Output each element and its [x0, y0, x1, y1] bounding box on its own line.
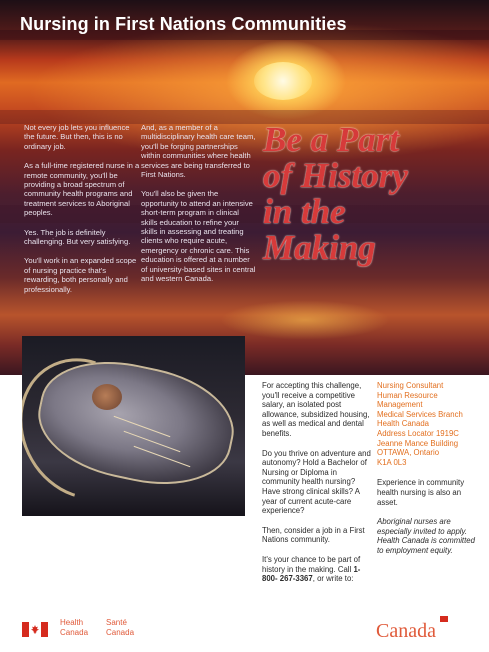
headline-line: in the: [263, 192, 346, 231]
paragraph: Yes. The job is definitely challenging. But very satisfying.: [24, 227, 131, 247]
cta-text-end: , or write to:: [312, 574, 354, 584]
cta-text: It's your chance to be part of history in the making. Call: [262, 554, 361, 574]
paragraph: Then, consider a job in a First Nations community.: [262, 525, 365, 545]
baby-face: [92, 384, 122, 410]
headline-line: of History: [263, 156, 408, 195]
call-to-action: [262, 555, 374, 584]
headline: [263, 122, 473, 266]
paragraph: You'll work in an expanded scope of nursing practice that's rewarding, both personally and professionally.: [24, 256, 137, 294]
dept-line: Santé: [106, 618, 127, 627]
dept-line: Canada: [106, 627, 135, 637]
address-line: Jeanne Mance Building: [377, 438, 459, 448]
body-column-2: [141, 123, 257, 294]
body-column-3: [262, 381, 374, 594]
address-line: OTTAWA, Ontario: [377, 448, 440, 458]
paragraph: And, as a member of a multidisciplinary health care team, you'll be forging partnerships within communities where health services are being transferred to First Nations.: [141, 123, 256, 180]
body-column-1: [24, 123, 140, 304]
headline-line: Be a Part: [263, 120, 400, 159]
department-name-english: [60, 618, 88, 637]
phone-number: 1-800- 267-3367: [262, 564, 361, 584]
paragraph: Experience in community health nursing is also an asset.: [377, 478, 465, 507]
address-line: Health Canada: [377, 419, 430, 429]
address-line: Management: [377, 400, 423, 410]
address-line: Medical Services Branch: [377, 409, 463, 419]
paragraph: As a full-time registered nurse in a remote community, you'll be providing a broad spectrum of community health programs and treatment services to Aboriginal peoples.: [24, 161, 140, 218]
canada-wordmark: Canada: [376, 620, 436, 642]
equity-statement: Aboriginal nurses are especially invited to apply. Health Canada is committed to employment equity.: [377, 517, 475, 555]
dept-line: Canada: [60, 627, 89, 637]
page-title: Nursing in First Nations Communities: [20, 14, 347, 34]
address-line: Human Resource: [377, 390, 438, 400]
paragraph: Not every job lets you influence the future. But then, this is no ordinary job.: [24, 123, 130, 151]
sun: [254, 62, 312, 100]
water-reflection: [220, 300, 390, 340]
headline-line: Making: [263, 228, 376, 267]
address-line: K1A 0L3: [377, 457, 407, 467]
address-line: Nursing Consultant: [377, 381, 444, 390]
footer: [0, 612, 489, 652]
canada-flag-icon: [22, 622, 48, 637]
contact-column: [377, 381, 477, 566]
address-line: Address Locator 1919C: [377, 428, 459, 438]
wordmark-flag-icon: [440, 616, 448, 622]
paragraph: For accepting this challenge, you'll receive a competitive salary, an isolated post allowance, subsidized housing, as well as medical and dental benefits.: [262, 381, 370, 438]
dept-line: Health: [60, 618, 84, 627]
cradleboard-photo: [22, 336, 245, 516]
department-name-french: [106, 618, 134, 637]
paragraph: Do you thrive on adventure and autonomy? Hold a Bachelor of Nursing or Diploma in community health nursing? Have strong clinical skills? A year of current acute-care experience?: [262, 448, 371, 516]
mailing-address: [377, 381, 477, 467]
paragraph: You'll also be given the opportunity to attend an intensive short-term program in clinical skills education to refine your skills in assessing and treating clients who require acute, emergency or chronic care. This education is offered at a number of university-based sites in central and western Canada.: [141, 189, 256, 284]
